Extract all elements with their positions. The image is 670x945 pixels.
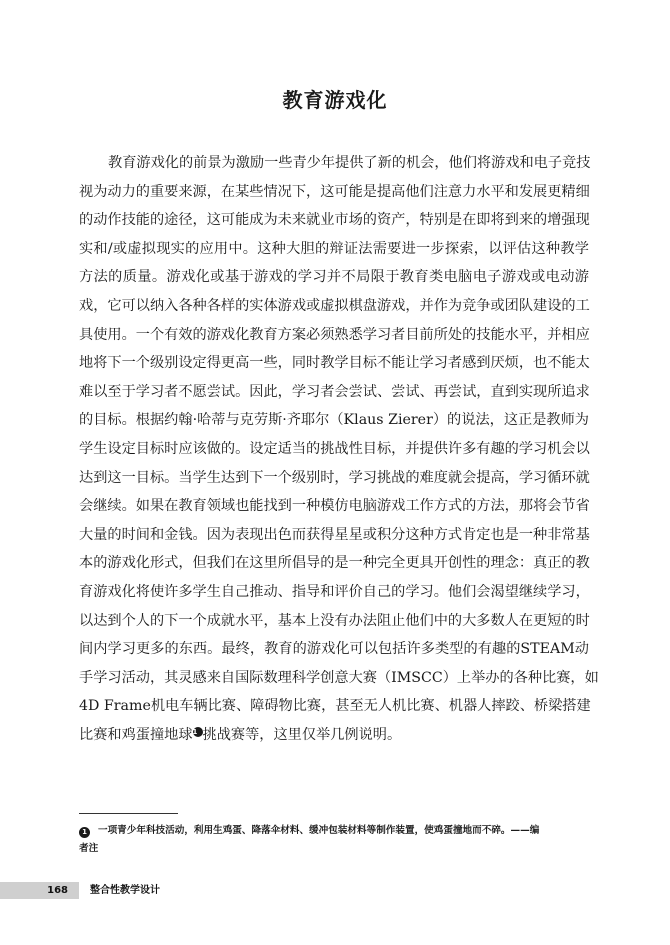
footnote-line — [79, 822, 589, 840]
body-paragraph — [79, 149, 599, 749]
paragraph-line: 育游戏化将使许多学生自己推动、指导和评价自己的学习。他们会渴望继续学习， — [79, 583, 590, 600]
paragraph-line: 手学习活动，其灵感来自国际数理科学创意大赛（IMSCC）上举办的各种比赛，如 — [79, 669, 599, 686]
paragraph-line: 4D Frame机电车辆比赛、障碍物比赛，甚至无人机比赛、机器人摔跤、桥梁搭建 — [79, 698, 591, 715]
paragraph-line: 戏，它可以纳入各种各样的实体游戏或虚拟棋盘游戏，并作为竞争或团队建设的工 — [79, 297, 590, 314]
paragraph-line: 具使用。一个有效的游戏化教育方案必须熟悉学习者目前所处的技能水平，并相应 — [79, 326, 590, 343]
last-line-text-end: 挑战赛等，这里仅举几例说明。 — [202, 726, 402, 743]
paragraph-line: 学生设定目标时应该做的。设定适当的挑战性目标，并提供许多有趣的学习机会以 — [79, 440, 590, 457]
paragraph-line: 难以至于学习者不愿尝试。因此，学习者会尝试、尝试、再尝试，直到实现所追求 — [79, 383, 590, 400]
paragraph-line: 以达到个人的下一个成就水平，基本上没有办法阻止他们中的大多数人在更短的时 — [79, 612, 590, 629]
paragraph-line: 达到这一目标。当学生达到下一个级别时，学习挑战的难度就会提高，学习循环就 — [79, 469, 590, 486]
last-line-text: 比赛和鸡蛋撞地球 — [79, 726, 193, 743]
paragraph-last-line — [79, 721, 589, 750]
footnote-reference-marker: 1 — [193, 727, 203, 737]
footnote-divider — [79, 813, 178, 814]
paragraph-line: 的动作技能的途径，这可能成为未来就业市场的资产，特别是在即将到来的增强现 — [79, 212, 590, 229]
page-number: 168 — [47, 885, 68, 896]
footnote-marker: 1 — [79, 827, 90, 838]
paragraph-line: 会继续。如果在教育领域也能找到一种模仿电脑游戏工作方式的方法，那将会节省 — [79, 498, 590, 515]
paragraph-line: 本的游戏化形式，但我们在这里所倡导的是一种完全更具开创性的理念：真正的教 — [79, 555, 590, 572]
paragraph-line: 大量的时间和金钱。因为表现出色而获得星星或积分这种方式肯定也是一种非常基 — [79, 526, 590, 543]
paragraph-line: 方法的质量。游戏化或基于游戏的学习并不局限于教育类电脑电子游戏或电动游 — [79, 269, 589, 286]
footnote-line-continued: 者注 — [79, 843, 99, 854]
footnote-text: 一项青少年科技活动，利用生鸡蛋、降落伞材料、缓冲包装材料等制作装置，使鸡蛋撞地而不碎。——编 — [98, 825, 540, 836]
paragraph-line: 间内学习更多的东西。最终，教育的游戏化可以包括许多类型的有趣的STEAM动 — [79, 641, 589, 658]
paragraph-line: 的目标。根据约翰·哈蒂与克劳斯·齐耶尔（Klaus Zierer）的说法，这正是教师为 — [79, 412, 589, 429]
paragraph-line: 地将下一个级别设定得更高一些，同时教学目标不能让学习者感到厌烦，也不能太 — [79, 355, 590, 372]
footnote — [79, 822, 589, 858]
page-title: 教育游戏化 — [282, 88, 388, 112]
paragraph-line: 视为动力的重要来源，在某些情况下，这可能是提高他们注意力水平和发展更精细 — [79, 183, 590, 200]
paragraph-line: 教育游戏化的前景为激励一些青少年提供了新的机会，他们将游戏和电子竞技 — [108, 155, 591, 171]
paragraph-line: 实和/或虚拟现实的应用中。这种大胆的辩证法需要进一步探索，以评估这种教学 — [79, 240, 589, 257]
running-footer-title: 整合性教学设计 — [90, 885, 160, 896]
